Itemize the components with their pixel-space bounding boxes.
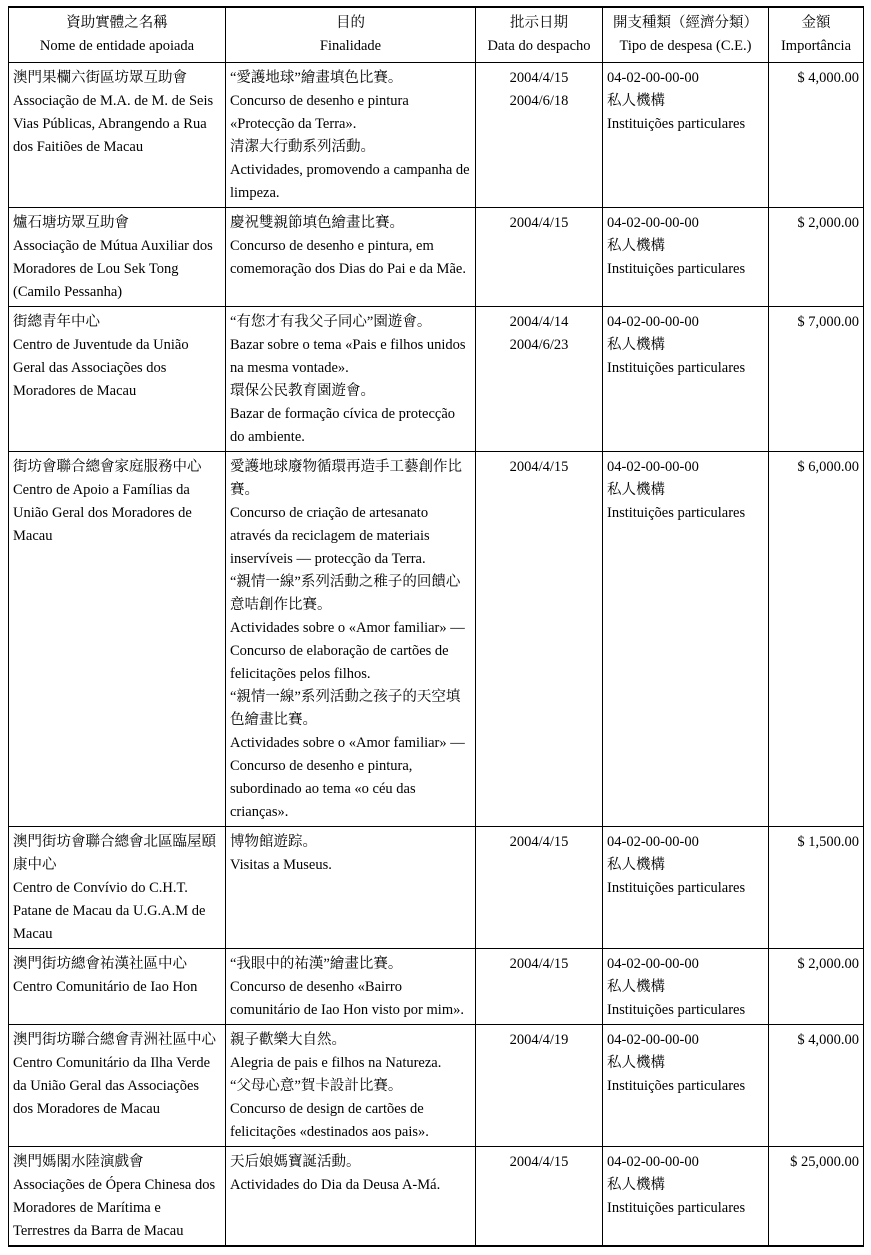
amount-cell bbox=[769, 208, 864, 307]
date-line: 2004/4/15 bbox=[509, 1154, 569, 1170]
date-cell bbox=[476, 452, 603, 827]
purpose-line: 愛護地球廢物循環再造手工藝創作比賽。 bbox=[230, 459, 462, 498]
date-cell bbox=[476, 208, 603, 307]
purpose-cell bbox=[226, 1025, 476, 1147]
date-cell bbox=[476, 827, 603, 949]
type-cell bbox=[603, 1147, 769, 1247]
table-row bbox=[9, 63, 864, 208]
entity-cell bbox=[9, 63, 226, 208]
purpose-line: Actividades, promovendo a campanha de limpeza. bbox=[230, 162, 470, 201]
purpose-line: Concurso de criação de artesanato através da reciclagem de materiais inservíveis — protecção da Terra. bbox=[230, 505, 430, 567]
entity-line: Centro Comunitário da Ilha Verde da União Geral das Associações dos Moradores de Macau bbox=[13, 1055, 211, 1117]
purpose-cell bbox=[226, 63, 476, 208]
entity-line: Associação de Mútua Auxiliar dos Moradores de Lou Sek Tong (Camilo Pessanha) bbox=[13, 238, 213, 300]
amount-value: $ 2,000.00 bbox=[797, 215, 859, 231]
amount-cell bbox=[769, 949, 864, 1025]
amount-cell bbox=[769, 1147, 864, 1247]
purpose-line: 環保公民教育園遊會。 bbox=[230, 383, 375, 399]
header-entity-zh: 資助實體之名稱 bbox=[66, 15, 168, 31]
purpose-line: “父母心意”賀卡設計比賽。 bbox=[230, 1078, 403, 1094]
purpose-line: Concurso de desenho e pintura, em comemoração dos Dias do Pai e da Mãe. bbox=[230, 238, 466, 277]
date-cell bbox=[476, 307, 603, 452]
date-line: 2004/4/14 bbox=[509, 314, 569, 330]
header-type bbox=[603, 7, 769, 63]
type-line: 私人機構 bbox=[607, 979, 665, 995]
entity-line: Associação de M.A. de M. de Seis Vias Públicas, Abrangendo a Rua dos Faitiões de Macau bbox=[13, 93, 214, 155]
header-entity-pt: Nome de entidade apoiada bbox=[39, 38, 195, 54]
date-cell bbox=[476, 1025, 603, 1147]
date-cell bbox=[476, 949, 603, 1025]
type-line: 04-02-00-00-00 bbox=[607, 1032, 699, 1048]
date-cell bbox=[476, 1147, 603, 1247]
header-purpose-zh: 目的 bbox=[336, 15, 365, 31]
table-body bbox=[9, 63, 864, 1247]
entity-line: Centro de Convívio do C.H.T. Patane de Macau da U.G.A.M de Macau bbox=[13, 880, 206, 942]
type-cell bbox=[603, 307, 769, 452]
type-line: Instituições particulares bbox=[607, 261, 746, 277]
entity-line: 街坊會聯合總會家庭服務中心 bbox=[13, 459, 202, 475]
entity-cell bbox=[9, 1025, 226, 1147]
header-type-zh: 開支種類（經濟分類） bbox=[613, 15, 758, 31]
type-line: 04-02-00-00-00 bbox=[607, 834, 699, 850]
date-line: 2004/6/23 bbox=[509, 337, 569, 353]
amount-cell bbox=[769, 63, 864, 208]
purpose-line: “親情一線”系列活動之稚子的回饋心意咭創作比賽。 bbox=[230, 574, 461, 613]
purpose-line: “有您才有我父子同心”園遊會。 bbox=[230, 314, 432, 330]
table-row bbox=[9, 452, 864, 827]
type-line: 私人機構 bbox=[607, 482, 665, 498]
table-row bbox=[9, 307, 864, 452]
type-line: 04-02-00-00-00 bbox=[607, 215, 699, 231]
type-line: 04-02-00-00-00 bbox=[607, 314, 699, 330]
date-line: 2004/4/15 bbox=[509, 956, 569, 972]
entity-cell bbox=[9, 307, 226, 452]
purpose-line: Actividades sobre o «Amor familiar» — Concurso de elaboração de cartões de felicitações pelos filhos. bbox=[230, 620, 465, 682]
header-amount bbox=[769, 7, 864, 63]
header-date-pt: Data do despacho bbox=[487, 38, 591, 54]
table-row bbox=[9, 827, 864, 949]
purpose-cell bbox=[226, 208, 476, 307]
type-line: Instituições particulares bbox=[607, 116, 746, 132]
date-line: 2004/4/15 bbox=[509, 215, 569, 231]
date-line: 2004/4/15 bbox=[509, 70, 569, 86]
entity-cell bbox=[9, 827, 226, 949]
purpose-cell bbox=[226, 949, 476, 1025]
header-amount-pt: Importância bbox=[780, 38, 852, 54]
date-line: 2004/4/15 bbox=[509, 834, 569, 850]
type-line: Instituições particulares bbox=[607, 505, 746, 521]
entity-cell bbox=[9, 1147, 226, 1247]
type-line: 私人機構 bbox=[607, 337, 665, 353]
entity-line: 澳門街坊聯合總會青洲社區中心 bbox=[13, 1032, 216, 1048]
header-date-zh: 批示日期 bbox=[510, 15, 568, 31]
header-amount-zh: 金額 bbox=[801, 15, 831, 31]
entity-line: 澳門果欄六街區坊眾互助會 bbox=[13, 70, 187, 86]
purpose-line: 天后娘媽寶誕活動。 bbox=[230, 1154, 361, 1170]
date-cell bbox=[476, 63, 603, 208]
purpose-line: Bazar de formação cívica de protecção do ambiente. bbox=[230, 406, 456, 445]
amount-value: $ 25,000.00 bbox=[790, 1154, 859, 1170]
type-line: 私人機構 bbox=[607, 1177, 665, 1193]
purpose-line: Concurso de desenho e pintura «Protecção da Terra». bbox=[230, 93, 409, 132]
type-line: 私人機構 bbox=[607, 857, 665, 873]
amount-value: $ 1,500.00 bbox=[797, 834, 859, 850]
entity-line: Associações de Ópera Chinesa dos Moradores de Marítima e Terrestres da Barra de Macau bbox=[13, 1177, 216, 1239]
amount-value: $ 6,000.00 bbox=[797, 459, 859, 475]
entity-line: 澳門街坊總會祐漢社區中心 bbox=[13, 956, 187, 972]
type-cell bbox=[603, 1025, 769, 1147]
purpose-line: Alegria de pais e filhos na Natureza. bbox=[230, 1055, 442, 1071]
header-purpose bbox=[226, 7, 476, 63]
type-cell bbox=[603, 63, 769, 208]
table-row bbox=[9, 208, 864, 307]
purpose-cell bbox=[226, 827, 476, 949]
amount-cell bbox=[769, 452, 864, 827]
type-line: Instituições particulares bbox=[607, 1078, 746, 1094]
amount-value: $ 7,000.00 bbox=[797, 314, 859, 330]
amount-cell bbox=[769, 827, 864, 949]
entity-line: 街總青年中心 bbox=[13, 314, 100, 330]
date-line: 2004/4/15 bbox=[509, 459, 569, 475]
purpose-line: 慶祝雙親節填色繪畫比賽。 bbox=[230, 215, 404, 231]
entity-line: Centro de Juventude da União Geral das Associações dos Moradores de Macau bbox=[13, 337, 189, 399]
purpose-line: Actividades do Dia da Deusa A-Má. bbox=[230, 1177, 441, 1193]
purpose-line: 清潔大行動系列活動。 bbox=[230, 139, 375, 155]
amount-value: $ 4,000.00 bbox=[797, 70, 859, 86]
entity-line: Centro Comunitário de Iao Hon bbox=[13, 979, 198, 995]
date-line: 2004/4/19 bbox=[509, 1032, 569, 1048]
type-line: Instituições particulares bbox=[607, 360, 746, 376]
type-line: Instituições particulares bbox=[607, 880, 746, 896]
header-purpose-pt: Finalidade bbox=[319, 38, 382, 54]
type-line: 私人機構 bbox=[607, 1055, 665, 1071]
purpose-line: 親子歡樂大自然。 bbox=[230, 1032, 346, 1048]
type-line: Instituições particulares bbox=[607, 1002, 746, 1018]
purpose-cell bbox=[226, 1147, 476, 1247]
amount-cell bbox=[769, 1025, 864, 1147]
purpose-line: Bazar sobre o tema «Pais e filhos unidos na mesma vontade». bbox=[230, 337, 466, 376]
entity-cell bbox=[9, 452, 226, 827]
type-line: Instituições particulares bbox=[607, 1200, 746, 1216]
date-line: 2004/6/18 bbox=[509, 93, 569, 109]
type-line: 私人機構 bbox=[607, 93, 665, 109]
purpose-line: “愛護地球”繪畫填色比賽。 bbox=[230, 70, 403, 86]
subsidy-table bbox=[8, 6, 864, 1247]
table-row bbox=[9, 1025, 864, 1147]
entity-line: 澳門街坊會聯合總會北區臨屋頤康中心 bbox=[13, 834, 216, 873]
table-row bbox=[9, 1147, 864, 1247]
purpose-line: Concurso de desenho «Bairro comunitário de Iao Hon visto por mim». bbox=[230, 979, 464, 1018]
entity-line: 澳門媽閣水陸演戲會 bbox=[13, 1154, 144, 1170]
entity-line: 爐石塘坊眾互助會 bbox=[13, 215, 129, 231]
purpose-line: “我眼中的祐漢”繪畫比賽。 bbox=[230, 956, 403, 972]
amount-value: $ 4,000.00 bbox=[797, 1032, 859, 1048]
header-type-pt: Tipo de despesa (C.E.) bbox=[619, 38, 752, 54]
type-line: 04-02-00-00-00 bbox=[607, 70, 699, 86]
type-cell bbox=[603, 208, 769, 307]
type-line: 04-02-00-00-00 bbox=[607, 1154, 699, 1170]
entity-cell bbox=[9, 949, 226, 1025]
purpose-line: 博物館遊踪。 bbox=[230, 834, 317, 850]
purpose-line: Actividades sobre o «Amor familiar» — Concurso de desenho e pintura, subordinado ao tema «o céu das crianças». bbox=[230, 735, 465, 820]
type-cell bbox=[603, 827, 769, 949]
entity-line: Centro de Apoio a Famílias da União Geral dos Moradores de Macau bbox=[13, 482, 192, 544]
purpose-cell bbox=[226, 452, 476, 827]
purpose-line: “親情一線”系列活動之孩子的天空填色繪畫比賽。 bbox=[230, 689, 461, 728]
type-line: 04-02-00-00-00 bbox=[607, 459, 699, 475]
entity-cell bbox=[9, 208, 226, 307]
type-line: 04-02-00-00-00 bbox=[607, 956, 699, 972]
purpose-line: Concurso de design de cartões de felicitações «destinados aos pais». bbox=[230, 1101, 429, 1140]
amount-value: $ 2,000.00 bbox=[797, 956, 859, 972]
purpose-cell bbox=[226, 307, 476, 452]
header-entity bbox=[9, 7, 226, 63]
header-date bbox=[476, 7, 603, 63]
type-cell bbox=[603, 452, 769, 827]
table-row bbox=[9, 949, 864, 1025]
header-row bbox=[9, 7, 864, 63]
type-line: 私人機構 bbox=[607, 238, 665, 254]
purpose-line: Visitas a Museus. bbox=[230, 857, 332, 873]
amount-cell bbox=[769, 307, 864, 452]
type-cell bbox=[603, 949, 769, 1025]
